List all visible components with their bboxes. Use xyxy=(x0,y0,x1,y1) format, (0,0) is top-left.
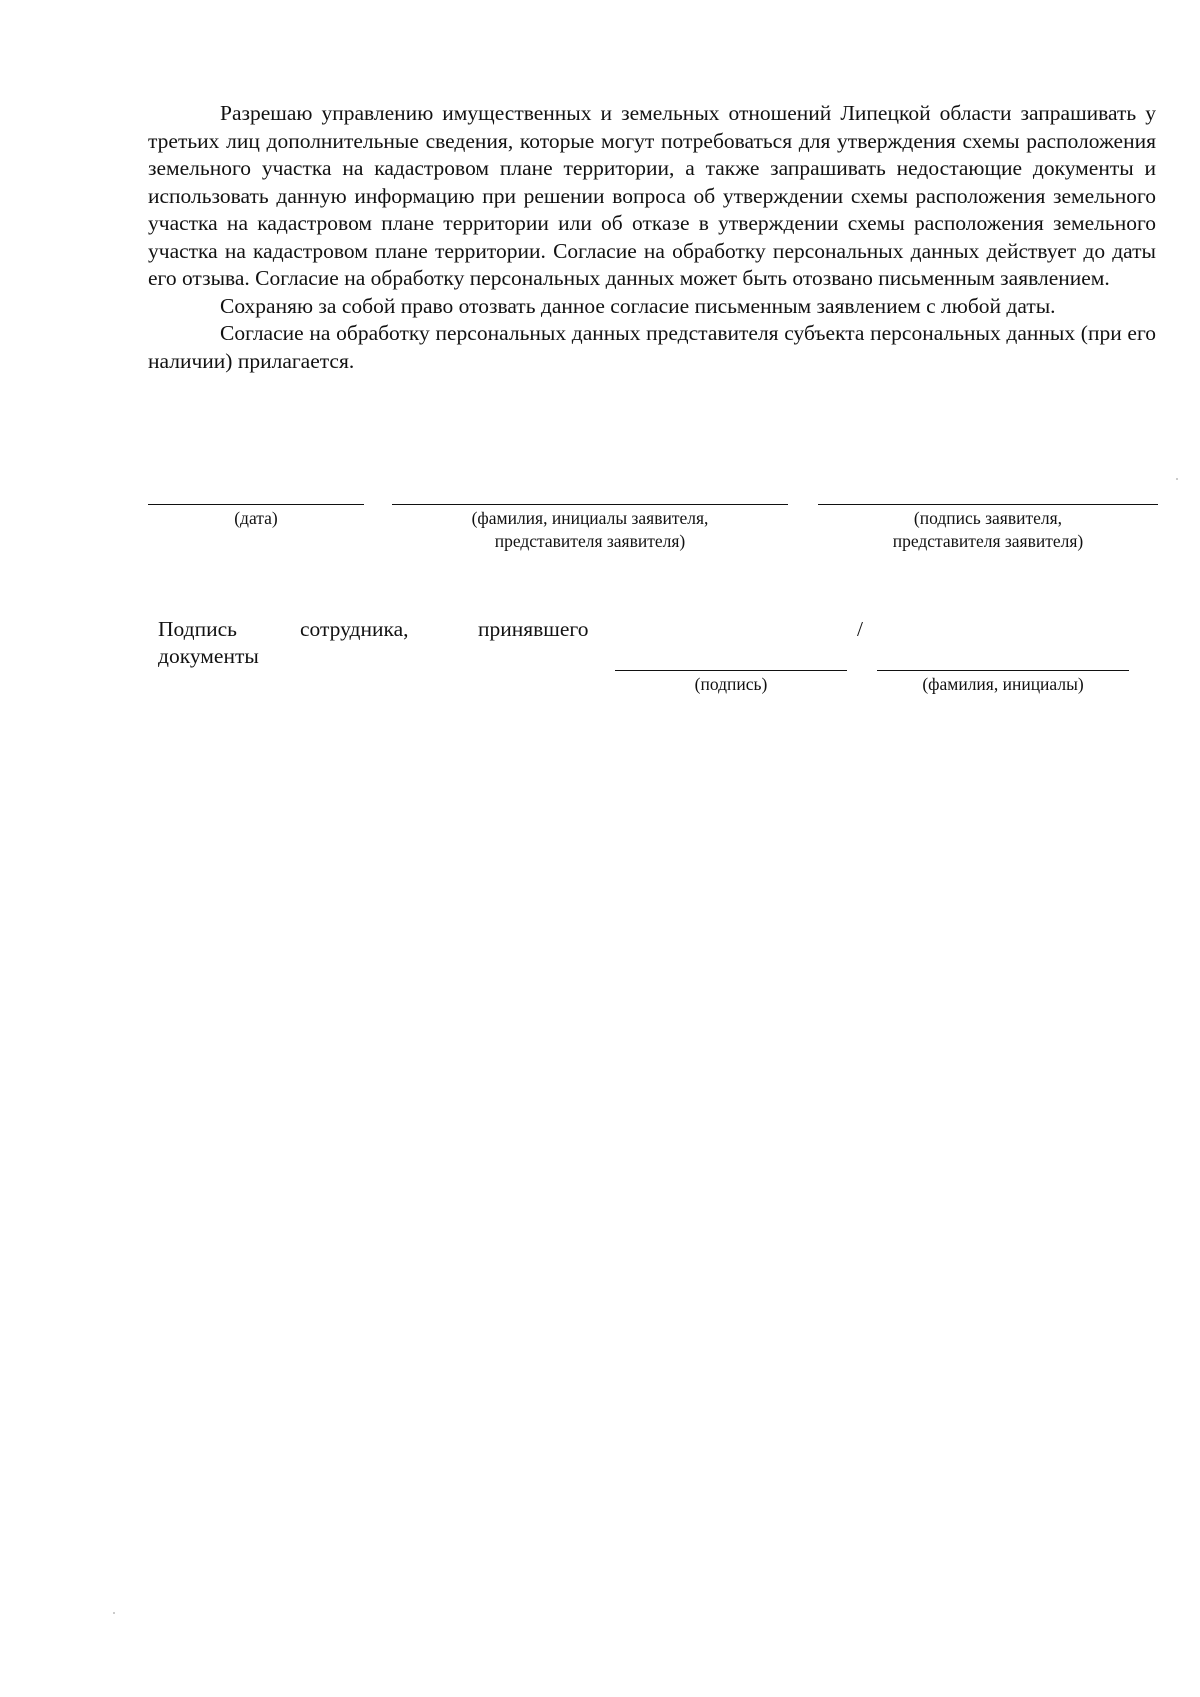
staff-label-word-signature: Подпись xyxy=(158,617,237,641)
date-signature-line xyxy=(148,504,364,505)
scan-speck xyxy=(113,1612,115,1614)
consent-paragraph-revocation: Сохраняю за собой право отозвать данное согласие письменным заявлением с любой даты. xyxy=(220,293,1056,318)
applicant-name-signature-line xyxy=(392,504,788,505)
staff-label-word-employee: сотрудника, xyxy=(300,617,409,641)
staff-label-word-documents: документы xyxy=(158,644,259,668)
applicant-name-caption: (фамилия, инициалы заявителя, представителя заявителя) xyxy=(471,508,709,551)
consent-text-block xyxy=(148,100,1156,375)
date-caption: (дата) xyxy=(234,508,278,528)
staff-separator-slash: / xyxy=(857,617,863,641)
staff-name-caption: (фамилия, инициалы) xyxy=(922,674,1084,694)
consent-paragraph-permission: Разрешаю управлению имущественных и земельных отношений Липецкой области запрашивать у третьих лиц дополнительные сведения, которые могут потребоваться для утверждения схемы расположения земельного участка на кадастровом плане территории, а также запрашивать недостающие документы и использовать данную информацию при решении вопроса об утверждении схемы расположения земельного участка на кадастровом плане территории или об отказе в утверждении схемы расположения земельного участка на кадастровом плане территории. Согласие на обработку персональных данных действует до даты его отзыва. Согласие на обработку персональных данных может быть отозвано письменным заявлением. xyxy=(148,101,1156,290)
staff-signature-line xyxy=(615,670,847,671)
staff-signature-caption: (подпись) xyxy=(694,674,768,694)
staff-label-word-accepted: принявшего xyxy=(478,617,589,641)
applicant-signature-caption: (подпись заявителя, представителя заявителя) xyxy=(892,508,1084,551)
scan-speck xyxy=(1176,478,1178,480)
staff-name-line xyxy=(877,670,1129,671)
consent-paragraph-representative: Согласие на обработку персональных данных представителя субъекта персональных данных (при его наличии) прилагается. xyxy=(148,321,1156,373)
applicant-signature-line xyxy=(818,504,1158,505)
